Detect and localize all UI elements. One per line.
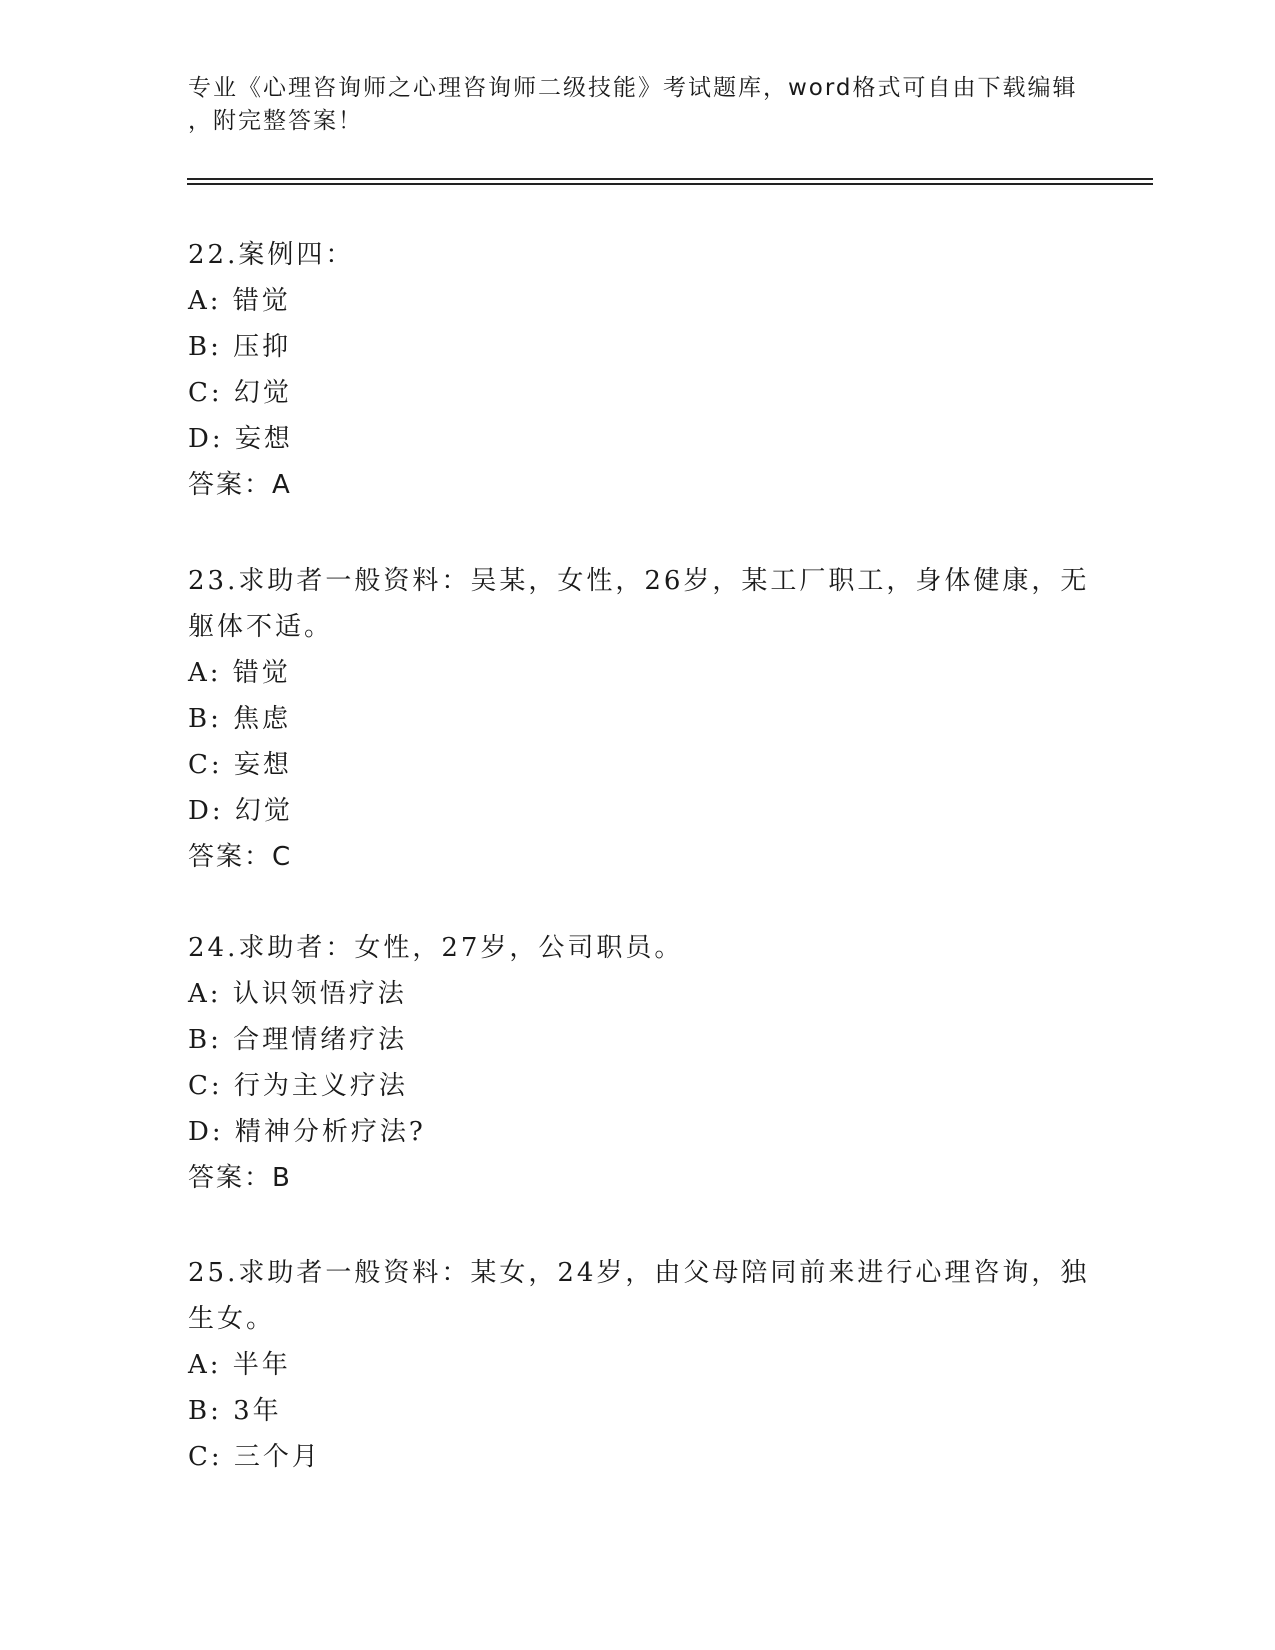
option-c: C: 妄想	[188, 750, 292, 780]
option-c: C: 行为主义疗法	[188, 1071, 408, 1101]
option-d: D: 幻觉	[188, 796, 293, 826]
option-b: B: 焦虑	[188, 704, 292, 734]
question-23	[188, 558, 1088, 880]
option-d: D: 精神分析疗法?	[188, 1117, 426, 1147]
header-divider-top	[187, 178, 1153, 180]
option-c: C: 三个月	[188, 1442, 321, 1472]
question-stem-continued: 躯体不适。	[188, 612, 334, 642]
option-a: A: 错觉	[188, 286, 291, 316]
question-stem: 24.求助者：女性，27岁，公司职员。	[188, 933, 684, 963]
option-a: A: 认识领悟疗法	[188, 979, 407, 1009]
question-stem-continued: 生女。	[188, 1304, 276, 1334]
option-b: B: 3年	[188, 1396, 282, 1426]
option-b: B: 压抑	[188, 332, 292, 362]
option-d: D: 妄想	[188, 424, 293, 454]
header-line-2: ，附完整答案！	[188, 108, 363, 134]
answer: 答案：C	[188, 842, 293, 872]
option-a: A: 半年	[188, 1350, 291, 1380]
document-header	[188, 72, 1088, 138]
question-22	[188, 232, 1088, 508]
question-stem: 22.案例四：	[188, 240, 355, 270]
answer: 答案：B	[188, 1163, 292, 1193]
option-b: B: 合理情绪疗法	[188, 1025, 408, 1055]
option-a: A: 错觉	[188, 658, 291, 688]
question-stem: 25.求助者一般资料：某女，24岁，由父母陪同前来进行心理咨询，独	[188, 1258, 1090, 1288]
header-line-1: 专业《心理咨询师之心理咨询师二级技能》考试题库，word格式可自由下载编辑	[188, 75, 1078, 101]
option-c: C: 幻觉	[188, 378, 292, 408]
header-divider-bottom	[187, 183, 1153, 185]
question-stem: 23.求助者一般资料：吴某，女性，26岁，某工厂职工，身体健康，无	[188, 566, 1090, 596]
question-24	[188, 925, 1088, 1201]
question-25	[188, 1250, 1088, 1480]
answer: 答案：A	[188, 470, 292, 500]
